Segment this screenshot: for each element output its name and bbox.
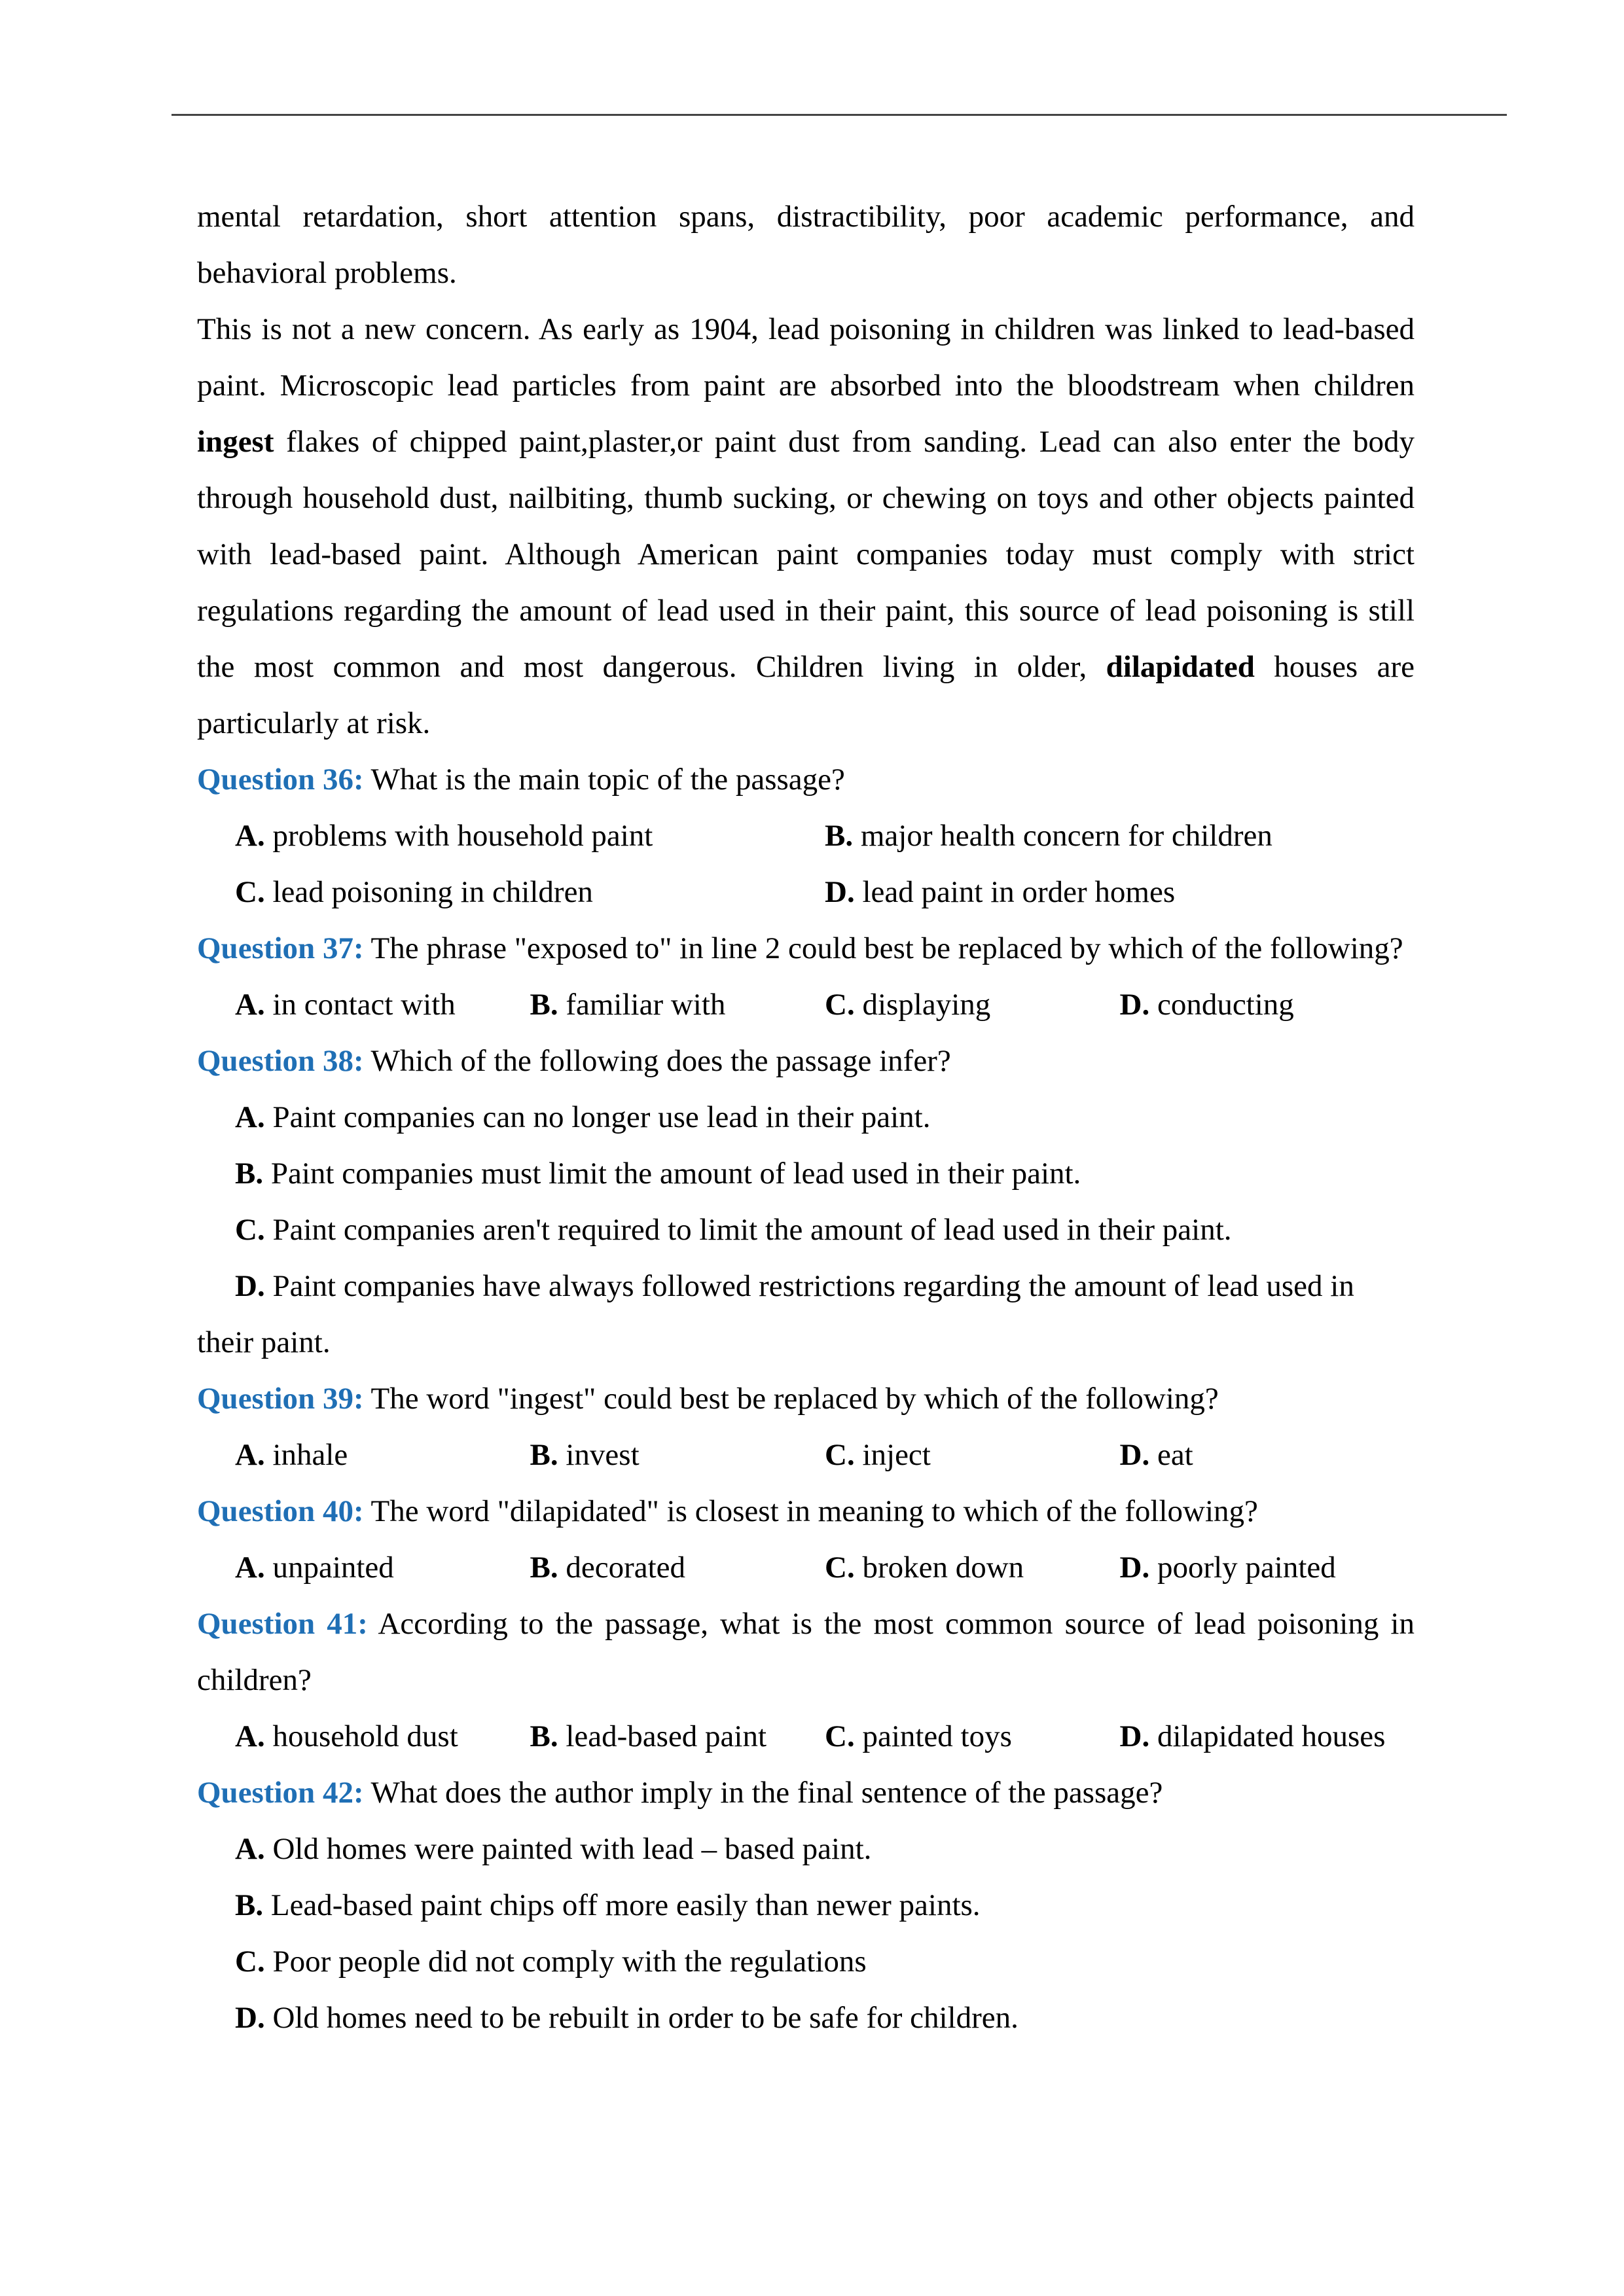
question-text: The word "ingest" could best be replaced by which of the following? bbox=[363, 1382, 1219, 1416]
option-text: Old homes need to be rebuilt in order to be safe for children. bbox=[264, 2001, 1019, 2035]
option-letter: A. bbox=[235, 1719, 265, 1753]
option-b[interactable] bbox=[825, 808, 1415, 864]
page-content bbox=[197, 188, 1415, 2046]
option-letter: B. bbox=[530, 1551, 558, 1585]
option-b[interactable] bbox=[197, 1877, 1415, 1933]
option-letter: A. bbox=[235, 1100, 265, 1134]
option-letter: D. bbox=[1119, 1438, 1150, 1472]
option-letter: D. bbox=[235, 1269, 265, 1303]
option-letter: C. bbox=[825, 1551, 855, 1585]
option-b[interactable] bbox=[530, 1539, 825, 1596]
option-letter: A. bbox=[235, 1832, 265, 1866]
question-40 bbox=[197, 1483, 1415, 1539]
option-letter: C. bbox=[235, 1213, 265, 1247]
option-c[interactable] bbox=[825, 1708, 1120, 1765]
question-38 bbox=[197, 1033, 1415, 1089]
option-b[interactable] bbox=[530, 1427, 825, 1483]
option-text: broken down bbox=[854, 1551, 1024, 1585]
question-37 bbox=[197, 920, 1415, 977]
question-text: The word "dilapidated" is closest in meaning to which of the following? bbox=[363, 1494, 1258, 1528]
options-row bbox=[197, 977, 1415, 1033]
option-text: inhale bbox=[264, 1438, 348, 1472]
option-letter: D. bbox=[825, 875, 855, 909]
passage-text: mental retardation, short attention spans, distractibility, poor academic performance, and behavioral problems. bbox=[197, 200, 1415, 290]
question-number: Question 37: bbox=[197, 931, 364, 965]
option-b[interactable] bbox=[530, 1708, 825, 1765]
option-text: familiar with bbox=[558, 988, 726, 1022]
passage-text: flakes of chipped paint,plaster,or paint dust from sanding. Lead can also enter the body through household dust, nailbiting, thumb sucking, or chewing on toys and other objects painted with lead-based paint. Although American paint companies today must comply with strict regulations regarding the amount of lead used in their paint, this source of lead poisoning is still the most common and most dangerous. Children living in older, bbox=[197, 425, 1415, 684]
question-text: What is the main topic of the passage? bbox=[363, 762, 845, 797]
option-text: lead paint in order homes bbox=[854, 875, 1176, 909]
question-number: Question 39: bbox=[197, 1382, 364, 1416]
option-text: Paint companies can no longer use lead in their paint. bbox=[264, 1100, 931, 1134]
option-letter: B. bbox=[530, 1438, 558, 1472]
option-text: dilapidated houses bbox=[1149, 1719, 1386, 1753]
option-letter: D. bbox=[1119, 1719, 1150, 1753]
option-letter: A. bbox=[235, 1438, 265, 1472]
bold-word-dilapidated: dilapidated bbox=[1106, 650, 1255, 684]
option-letter: B. bbox=[530, 1719, 558, 1753]
option-c[interactable] bbox=[197, 1202, 1415, 1258]
option-letter: B. bbox=[825, 819, 854, 853]
passage-paragraph-2 bbox=[197, 301, 1415, 751]
option-d[interactable] bbox=[825, 864, 1415, 920]
option-d[interactable] bbox=[1120, 1708, 1415, 1765]
option-c[interactable] bbox=[235, 864, 825, 920]
option-letter: D. bbox=[1119, 1551, 1150, 1585]
options-row bbox=[197, 1708, 1415, 1765]
header-rule bbox=[171, 114, 1507, 116]
option-b[interactable] bbox=[197, 1145, 1415, 1202]
passage-text: This is not a new concern. As early as 1904, lead poisoning in children was linked to lead-based paint. Microscopic lead particles from paint are absorbed into the bloodstream when children bbox=[197, 312, 1415, 403]
option-text: problems with household paint bbox=[264, 819, 653, 853]
bold-word-ingest: ingest bbox=[197, 425, 274, 459]
option-a[interactable] bbox=[197, 1821, 1415, 1877]
option-text: poorly painted bbox=[1149, 1551, 1336, 1585]
question-text: Which of the following does the passage infer? bbox=[363, 1044, 951, 1078]
option-text: Paint companies aren't required to limit the amount of lead used in their paint. bbox=[264, 1213, 1232, 1247]
option-letter: D. bbox=[235, 2001, 265, 2035]
question-number: Question 38: bbox=[197, 1044, 364, 1078]
question-42 bbox=[197, 1765, 1415, 1821]
option-letter: B. bbox=[235, 1888, 264, 1922]
options-row bbox=[197, 864, 1415, 920]
option-letter: A. bbox=[235, 819, 265, 853]
option-letter: C. bbox=[825, 988, 855, 1022]
option-c[interactable] bbox=[197, 1933, 1415, 1990]
option-c[interactable] bbox=[825, 1539, 1120, 1596]
question-36 bbox=[197, 751, 1415, 808]
question-text: What does the author imply in the final sentence of the passage? bbox=[363, 1776, 1163, 1810]
option-b[interactable] bbox=[530, 977, 825, 1033]
option-letter: A. bbox=[235, 988, 265, 1022]
option-d[interactable] bbox=[197, 1990, 1415, 2046]
option-text: eat bbox=[1149, 1438, 1193, 1472]
option-text: conducting bbox=[1149, 988, 1294, 1022]
option-c[interactable] bbox=[825, 977, 1120, 1033]
option-text: Paint companies must limit the amount of lead used in their paint. bbox=[263, 1157, 1081, 1191]
options-row bbox=[197, 1427, 1415, 1483]
question-number: Question 42: bbox=[197, 1776, 364, 1810]
options-row bbox=[197, 808, 1415, 864]
question-text: According to the passage, what is the most common source of lead poisoning in children? bbox=[197, 1607, 1415, 1697]
options-row bbox=[197, 1539, 1415, 1596]
question-number: Question 41: bbox=[197, 1607, 368, 1641]
option-a[interactable] bbox=[235, 808, 825, 864]
option-text: painted toys bbox=[854, 1719, 1012, 1753]
option-a[interactable] bbox=[235, 977, 530, 1033]
option-c[interactable] bbox=[825, 1427, 1120, 1483]
option-letter: C. bbox=[825, 1438, 855, 1472]
option-a[interactable] bbox=[197, 1089, 1415, 1145]
option-a[interactable] bbox=[235, 1708, 530, 1765]
option-letter: D. bbox=[1119, 988, 1150, 1022]
option-text: lead-based paint bbox=[558, 1719, 767, 1753]
option-text: invest bbox=[558, 1438, 640, 1472]
option-text: Old homes were painted with lead – based paint. bbox=[264, 1832, 872, 1866]
option-d[interactable] bbox=[1120, 1427, 1415, 1483]
option-letter: C. bbox=[825, 1719, 855, 1753]
option-text: household dust bbox=[264, 1719, 458, 1753]
option-text: major health concern for children bbox=[853, 819, 1272, 853]
option-d[interactable] bbox=[1120, 977, 1415, 1033]
question-number: Question 36: bbox=[197, 762, 364, 797]
option-d[interactable] bbox=[1120, 1539, 1415, 1596]
passage-text: houses are particularly at risk. bbox=[197, 650, 1415, 740]
option-text: unpainted bbox=[264, 1551, 394, 1585]
option-letter: B. bbox=[530, 988, 558, 1022]
option-letter: A. bbox=[235, 1551, 265, 1585]
option-letter: B. bbox=[235, 1157, 264, 1191]
option-text: decorated bbox=[558, 1551, 686, 1585]
question-number: Question 40: bbox=[197, 1494, 364, 1528]
option-letter: C. bbox=[235, 1945, 265, 1979]
option-text: Paint companies have always followed restrictions regarding the amount of lead used in their paint. bbox=[197, 1269, 1354, 1359]
option-text: lead poisoning in children bbox=[264, 875, 593, 909]
option-a[interactable] bbox=[235, 1539, 530, 1596]
question-41 bbox=[197, 1596, 1415, 1708]
option-text: Poor people did not comply with the regulations bbox=[264, 1945, 867, 1979]
question-39 bbox=[197, 1371, 1415, 1427]
option-d[interactable] bbox=[197, 1258, 1415, 1371]
option-a[interactable] bbox=[235, 1427, 530, 1483]
passage-paragraph-1 bbox=[197, 188, 1415, 301]
option-text: in contact with bbox=[264, 988, 456, 1022]
question-text: The phrase "exposed to" in line 2 could best be replaced by which of the following? bbox=[363, 931, 1403, 965]
option-text: inject bbox=[854, 1438, 931, 1472]
option-text: Lead-based paint chips off more easily than newer paints. bbox=[263, 1888, 981, 1922]
option-text: displaying bbox=[854, 988, 991, 1022]
option-letter: C. bbox=[235, 875, 265, 909]
